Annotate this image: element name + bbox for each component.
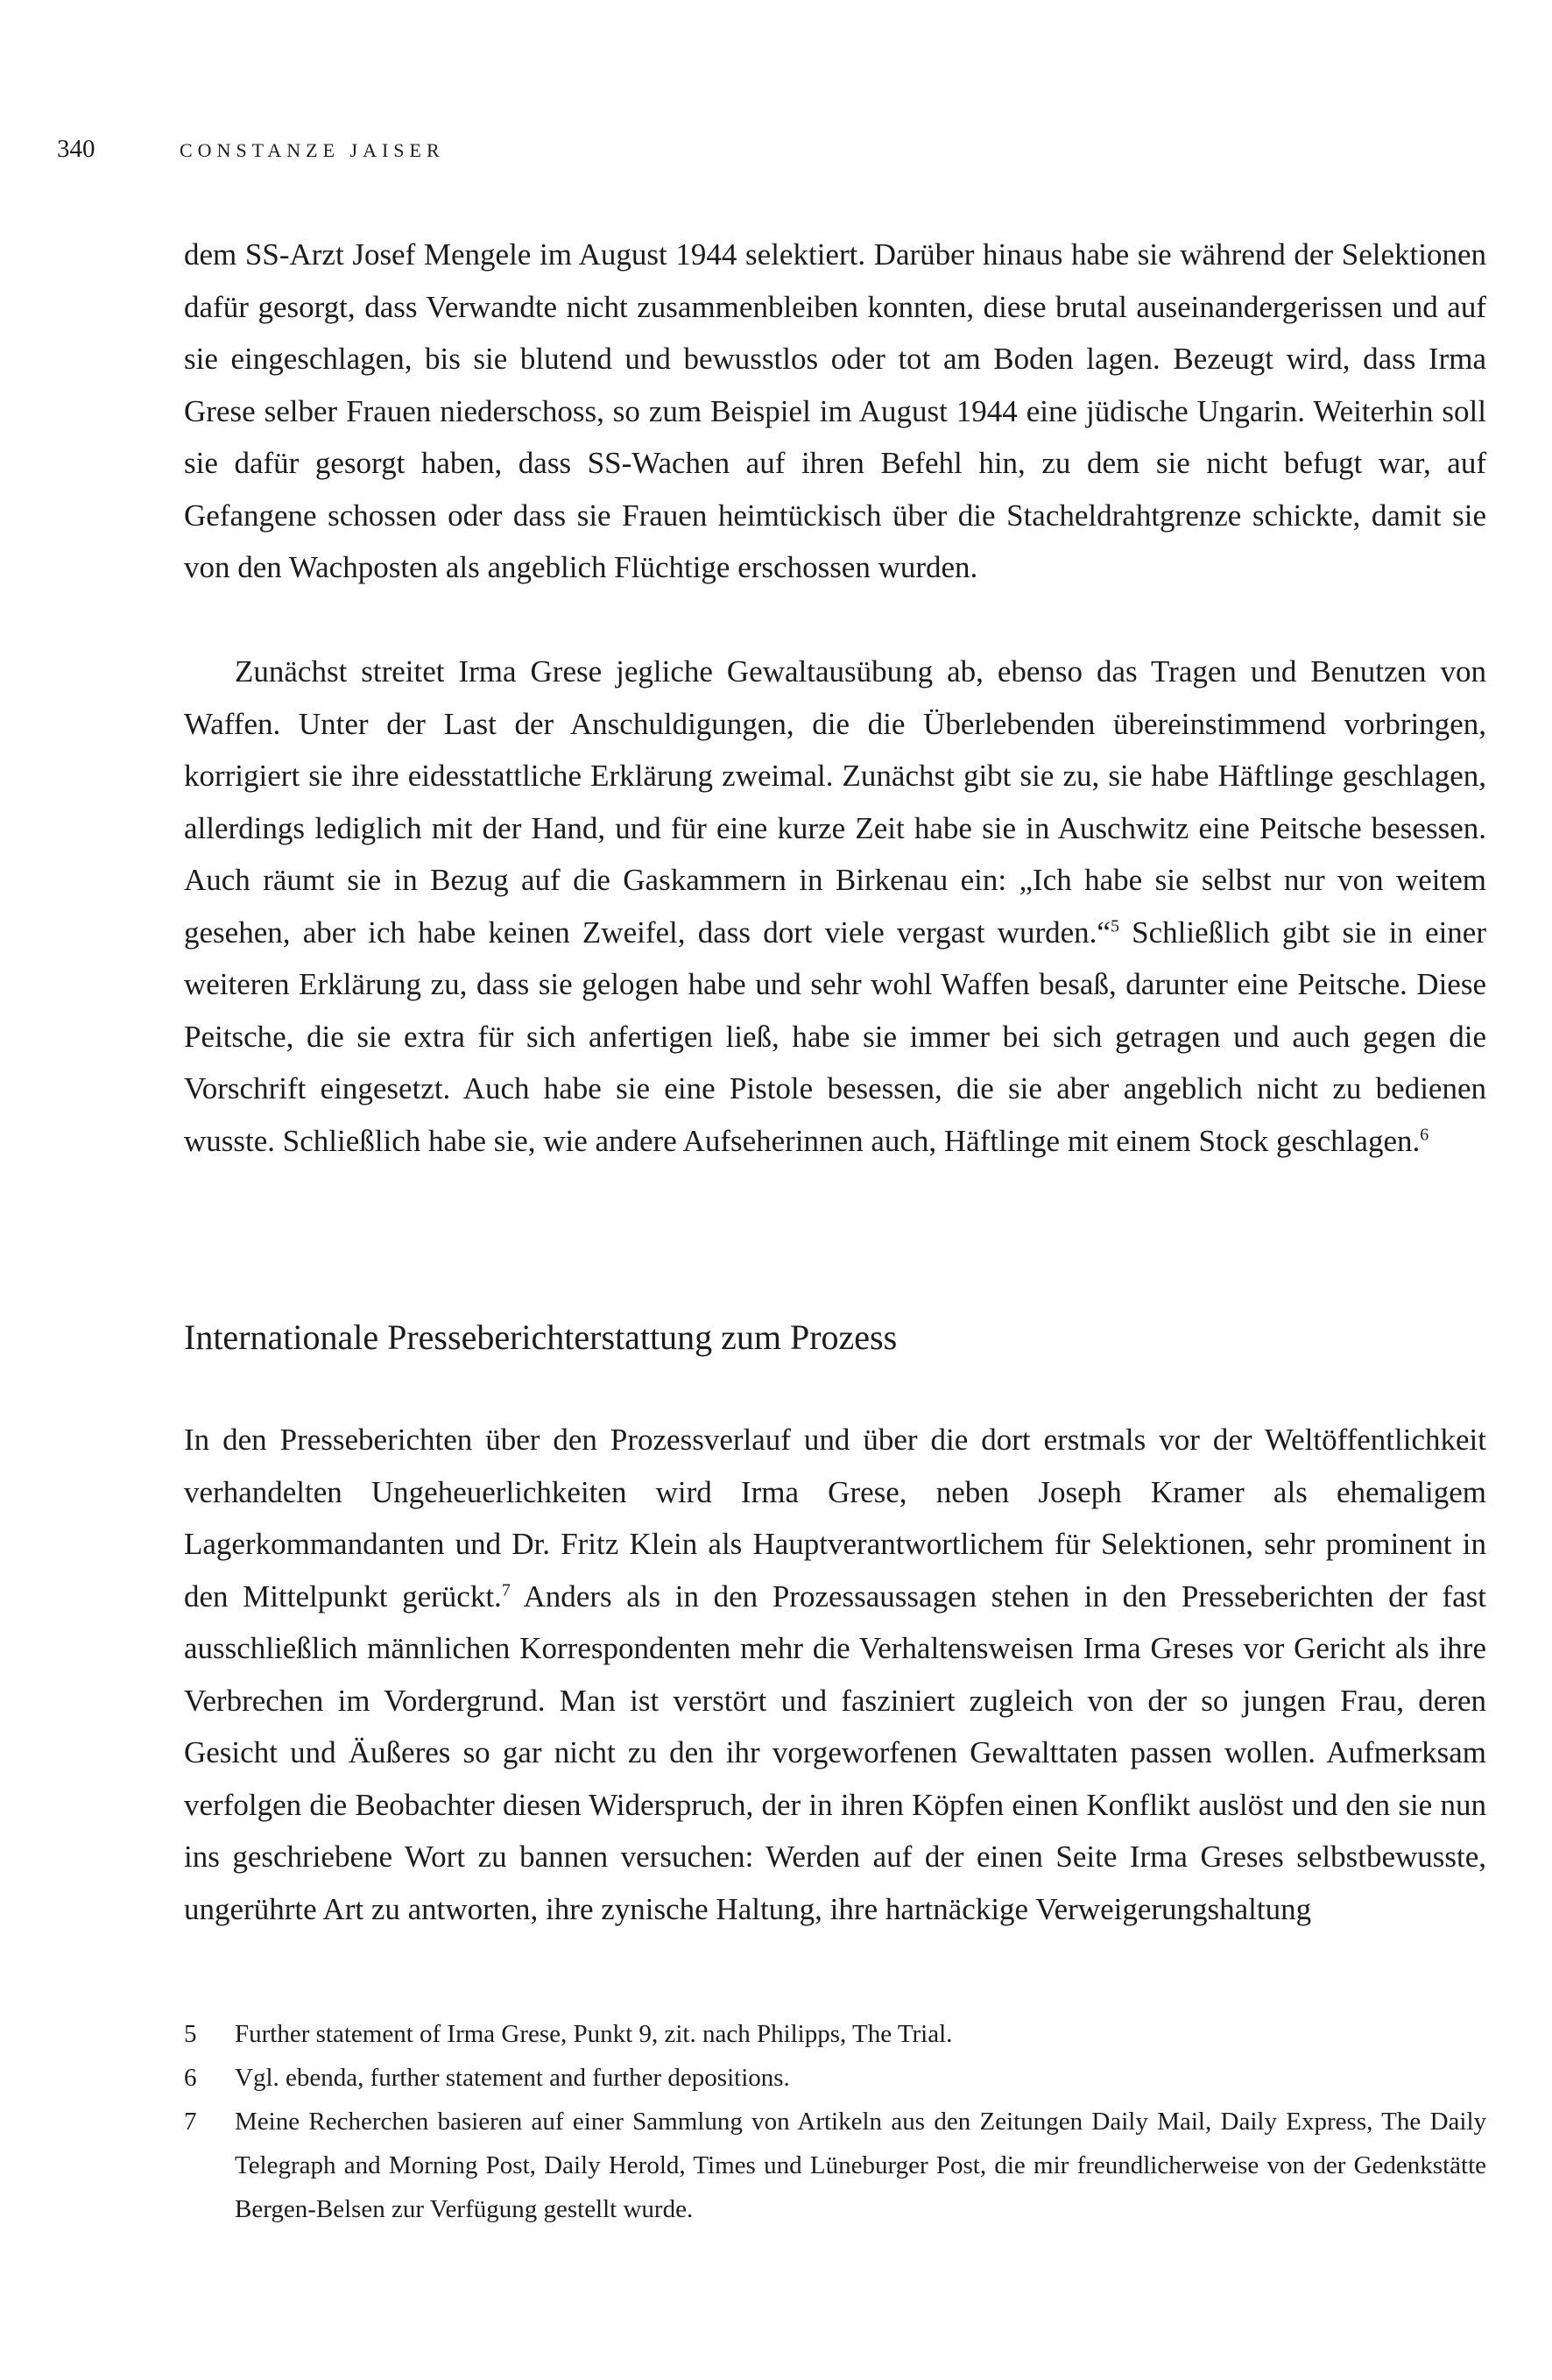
footnote-number: 7	[184, 2108, 197, 2136]
footnote-text: Further statement of Irma Grese, Punkt 9, zit. nach Philipps, The Trial.	[235, 2020, 953, 2048]
body-paragraph-2-part-b: Schließlich gibt sie in einer weiteren Erklärung zu, dass sie gelogen habe und sehr wohl Waffen besaß, darunter eine Peitsche. Diese Peitsche, die sie extra für sich anfertigen ließ, habe sie immer bei sich getragen und auch gegen die Vorschrift eingesetzt. Auch habe sie eine Pistole besessen, die sie aber angeblich nicht zu bedienen wusste. Schließlich habe sie, wie andere Aufseherinnen auch, Häftlinge mit einem Stock geschlagen.	[184, 915, 1486, 1158]
section-heading: Internationale Presseberichterstattung zum Prozess	[184, 1317, 898, 1357]
footnote-ref-7[interactable]: 7	[501, 1579, 511, 1600]
footnotes	[184, 2012, 1486, 2231]
footnote-text: Vgl. ebenda, further statement and further depositions.	[235, 2064, 790, 2092]
footnote-text: Meine Recherchen basieren auf einer Sammlung von Artikeln aus den Zeitungen Daily Mail, Daily Express, The Daily Telegraph and Morning Post, Daily Herold, Times und Lüneburger Post, die mir freundlicherweise von der Gedenkstätte Bergen-Belsen zur Verfügung gestellt wurde.	[235, 2108, 1486, 2223]
body-paragraph-1: dem SS-Arzt Josef Mengele im August 1944 selektiert. Darüber hinaus habe sie während der Selektionen dafür gesorgt, dass Verwandte nicht zusammenbleiben konnten, diese brutal auseinandergerissen und auf sie eingeschlagen, bis sie blutend und bewusstlos oder tot am Boden lagen. Bezeugt wird, dass Irma Grese selber Frauen niederschoss, so zum Beispiel im August 1944 eine jüdische Ungarin. Weiterhin soll sie dafür gesorgt haben, dass SS-Wachen auf ihren Befehl hin, zu dem sie nicht befugt war, auf Gefangene schossen oder dass sie Frauen heimtückisch über die Stacheldrahtgrenze schickte, damit sie von den Wachposten als angeblich Flüchtige erschossen wurden.	[184, 237, 1486, 584]
body-paragraph-2	[184, 646, 1486, 1167]
footnote-ref-6[interactable]: 6	[1420, 1124, 1429, 1144]
body-paragraph-3	[184, 1414, 1486, 1935]
body-paragraph-3-part-b: Anders als in den Prozessaussagen stehen in den Presseberichten der fast ausschließlich männlichen Korrespondenten mehr die Verhaltensweisen Irma Greses vor Gericht als ihre Verbrechen im Vordergrund. Man ist verstört und fasziniert zugleich von der so jungen Frau, deren Gesicht und Äußeres so gar nicht zu den ihr vorgeworfenen Gewalttaten passen wollen. Aufmerksam verfolgen die Beobachter diesen Widerspruch, der in ihren Köpfen einen Konflikt auslöst und den sie nun ins geschriebene Wort zu bannen versuchen: Werden auf der einen Seite Irma Greses selbstbewusste, ungerührte Art zu antworten, ihre zynische Haltung, ihre hartnäckige Verweigerungshaltung	[184, 1578, 1487, 1926]
footnote-number: 5	[184, 2020, 197, 2048]
footnote-number: 6	[184, 2064, 197, 2092]
page-number: 340	[57, 135, 95, 163]
body-paragraph-3-part-a: In den Presseberichten über den Prozessverlauf und über die dort erstmals vor der Weltöffentlichkeit verhandelten Ungeheuerlichkeiten wird Irma Grese, neben Joseph Kramer als ehemaligem Lagerkommandanten und Dr. Fritz Klein als Hauptverantwortlichem für Selektionen, sehr prominent in den Mittelpunkt gerückt.	[184, 1423, 1486, 1614]
footnote-7	[184, 2100, 1486, 2231]
running-head-author: CONSTANZE JAISER	[180, 139, 445, 161]
body-paragraph-2-part-a: Zunächst streitet Irma Grese jegliche Gewaltausübung ab, ebenso das Tragen und Benutzen von Waffen. Unter der Last der Anschuldigungen, die die Überlebenden übereinstimmend vorbringen, korrigiert sie ihre eidesstattliche Erklärung zweimal. Zunächst gibt sie zu, sie habe Häftlinge geschlagen, allerdings lediglich mit der Hand, und für eine kurze Zeit habe sie in Auschwitz eine Peitsche besessen. Auch räumt sie in Bezug auf die Gaskammern in Birkenau ein: „Ich habe sie selbst nur von weitem gesehen, aber ich habe keinen Zweifel, dass dort viele vergast wurden.“	[184, 654, 1486, 950]
running-head	[57, 131, 445, 168]
footnote-5	[184, 2012, 1486, 2056]
footnote-ref-5[interactable]: 5	[1110, 915, 1119, 936]
footnote-6	[184, 2056, 1486, 2100]
